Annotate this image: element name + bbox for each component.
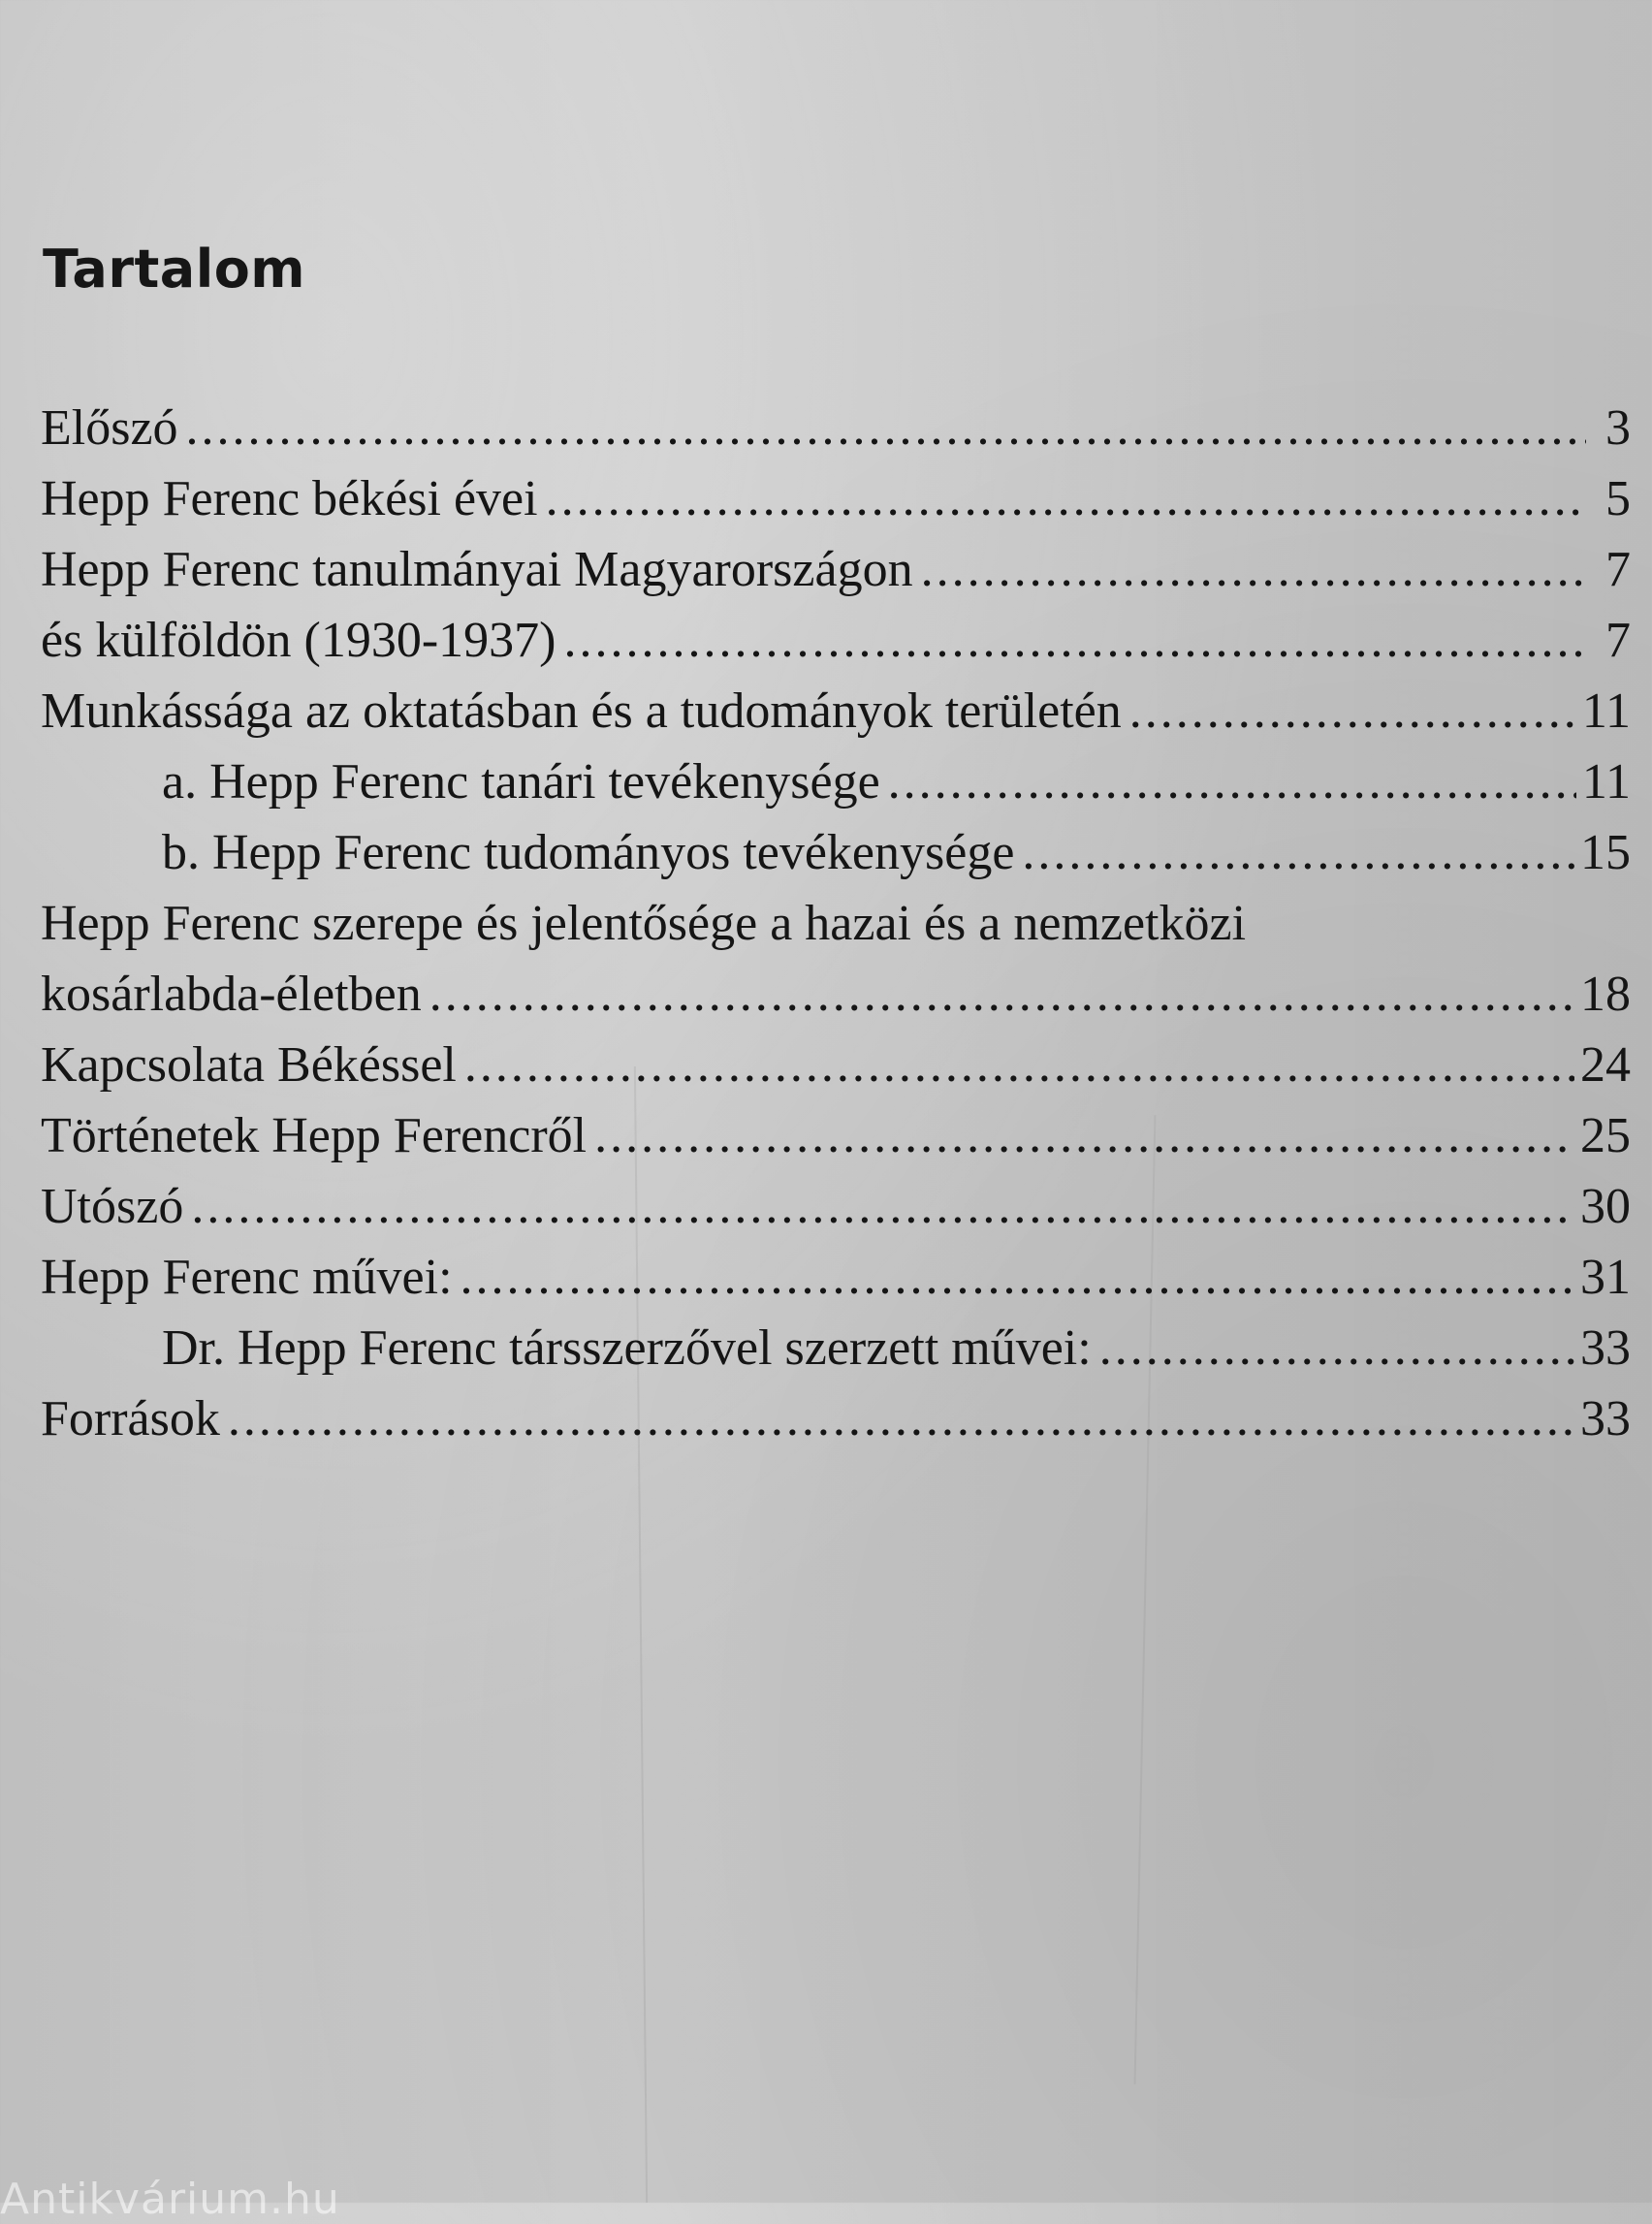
watermark: Antikvárium.hu <box>0 2175 340 2224</box>
toc-entry-page: 3 <box>1605 400 1631 456</box>
dot-leader <box>921 534 1586 605</box>
toc-subentry <box>41 1313 1631 1383</box>
toc-entry <box>41 1100 1631 1171</box>
toc-entry-label: b. Hepp Ferenc tudományos tevékenysége <box>162 825 1015 880</box>
dot-leader <box>461 1242 1574 1313</box>
toc-entry-label: Történetek Hepp Ferencről <box>41 1108 588 1163</box>
toc-entry-page: 11 <box>1581 754 1631 810</box>
toc-entry-page: 31 <box>1580 1250 1631 1305</box>
toc-entry <box>41 1242 1631 1313</box>
toc-entry-page: 5 <box>1605 471 1631 526</box>
toc-subentry <box>41 747 1631 817</box>
toc-entry-label: Hepp Ferenc művei: <box>41 1250 453 1305</box>
toc-entry <box>41 605 1631 676</box>
toc-entry-label: és külföldön (1930-1937) <box>41 613 556 668</box>
dot-leader <box>191 1171 1574 1242</box>
toc-entry-page: 24 <box>1580 1037 1631 1093</box>
toc-entry-label: Hepp Ferenc szerepe és jelentősége a hazai és a nemzetközi <box>41 896 1247 951</box>
dot-leader <box>594 1100 1574 1171</box>
toc-entry <box>41 959 1631 1030</box>
dot-leader <box>563 605 1586 676</box>
toc-entry-page: 25 <box>1580 1108 1631 1163</box>
toc-entry-label: Kapcsolata Békéssel <box>41 1037 457 1093</box>
dot-leader <box>546 463 1586 534</box>
toc-entry-label: kosárlabda-életben <box>41 967 422 1022</box>
toc-entry-label: Előszó <box>41 400 178 456</box>
table-of-contents <box>41 393 1631 1454</box>
toc-entry <box>41 463 1631 534</box>
dot-leader <box>1099 1313 1574 1383</box>
toc-entry-label: Források <box>41 1391 220 1446</box>
toc-entry-page: 7 <box>1605 542 1631 597</box>
toc-entry-label: a. Hepp Ferenc tanári tevékenysége <box>162 754 880 810</box>
dot-leader <box>1022 817 1574 888</box>
page-title: Tartalom <box>43 238 306 300</box>
toc-entry <box>41 1383 1631 1454</box>
toc-entry-page: 15 <box>1580 825 1631 880</box>
toc-entry <box>41 534 1631 605</box>
dot-leader <box>1129 676 1576 747</box>
toc-entry <box>41 393 1631 463</box>
toc-entry-page: 18 <box>1580 967 1631 1022</box>
toc-entry-label: Hepp Ferenc tanulmányai Magyarországon <box>41 542 913 597</box>
toc-entry-page: 33 <box>1580 1391 1631 1446</box>
toc-entry-label: Munkássága az oktatásban és a tudományok területén <box>41 683 1122 739</box>
toc-entry <box>41 1030 1631 1100</box>
toc-entry-page: 30 <box>1580 1179 1631 1234</box>
dot-leader <box>888 747 1576 817</box>
toc-entry <box>41 676 1631 747</box>
toc-entry <box>41 1171 1631 1242</box>
dot-leader <box>186 393 1586 463</box>
toc-entry-page: 33 <box>1580 1320 1631 1376</box>
toc-subentry <box>41 817 1631 888</box>
toc-entry <box>41 888 1631 959</box>
toc-entry-page: 11 <box>1581 683 1631 739</box>
toc-entry-label: Hepp Ferenc békési évei <box>41 471 538 526</box>
toc-entry-page: 7 <box>1605 613 1631 668</box>
dot-leader <box>228 1383 1574 1454</box>
dot-leader <box>464 1030 1574 1100</box>
dot-leader <box>429 959 1574 1030</box>
toc-entry-label: Dr. Hepp Ferenc társszerzővel szerzett művei: <box>162 1320 1092 1376</box>
toc-entry-label: Utószó <box>41 1179 184 1234</box>
